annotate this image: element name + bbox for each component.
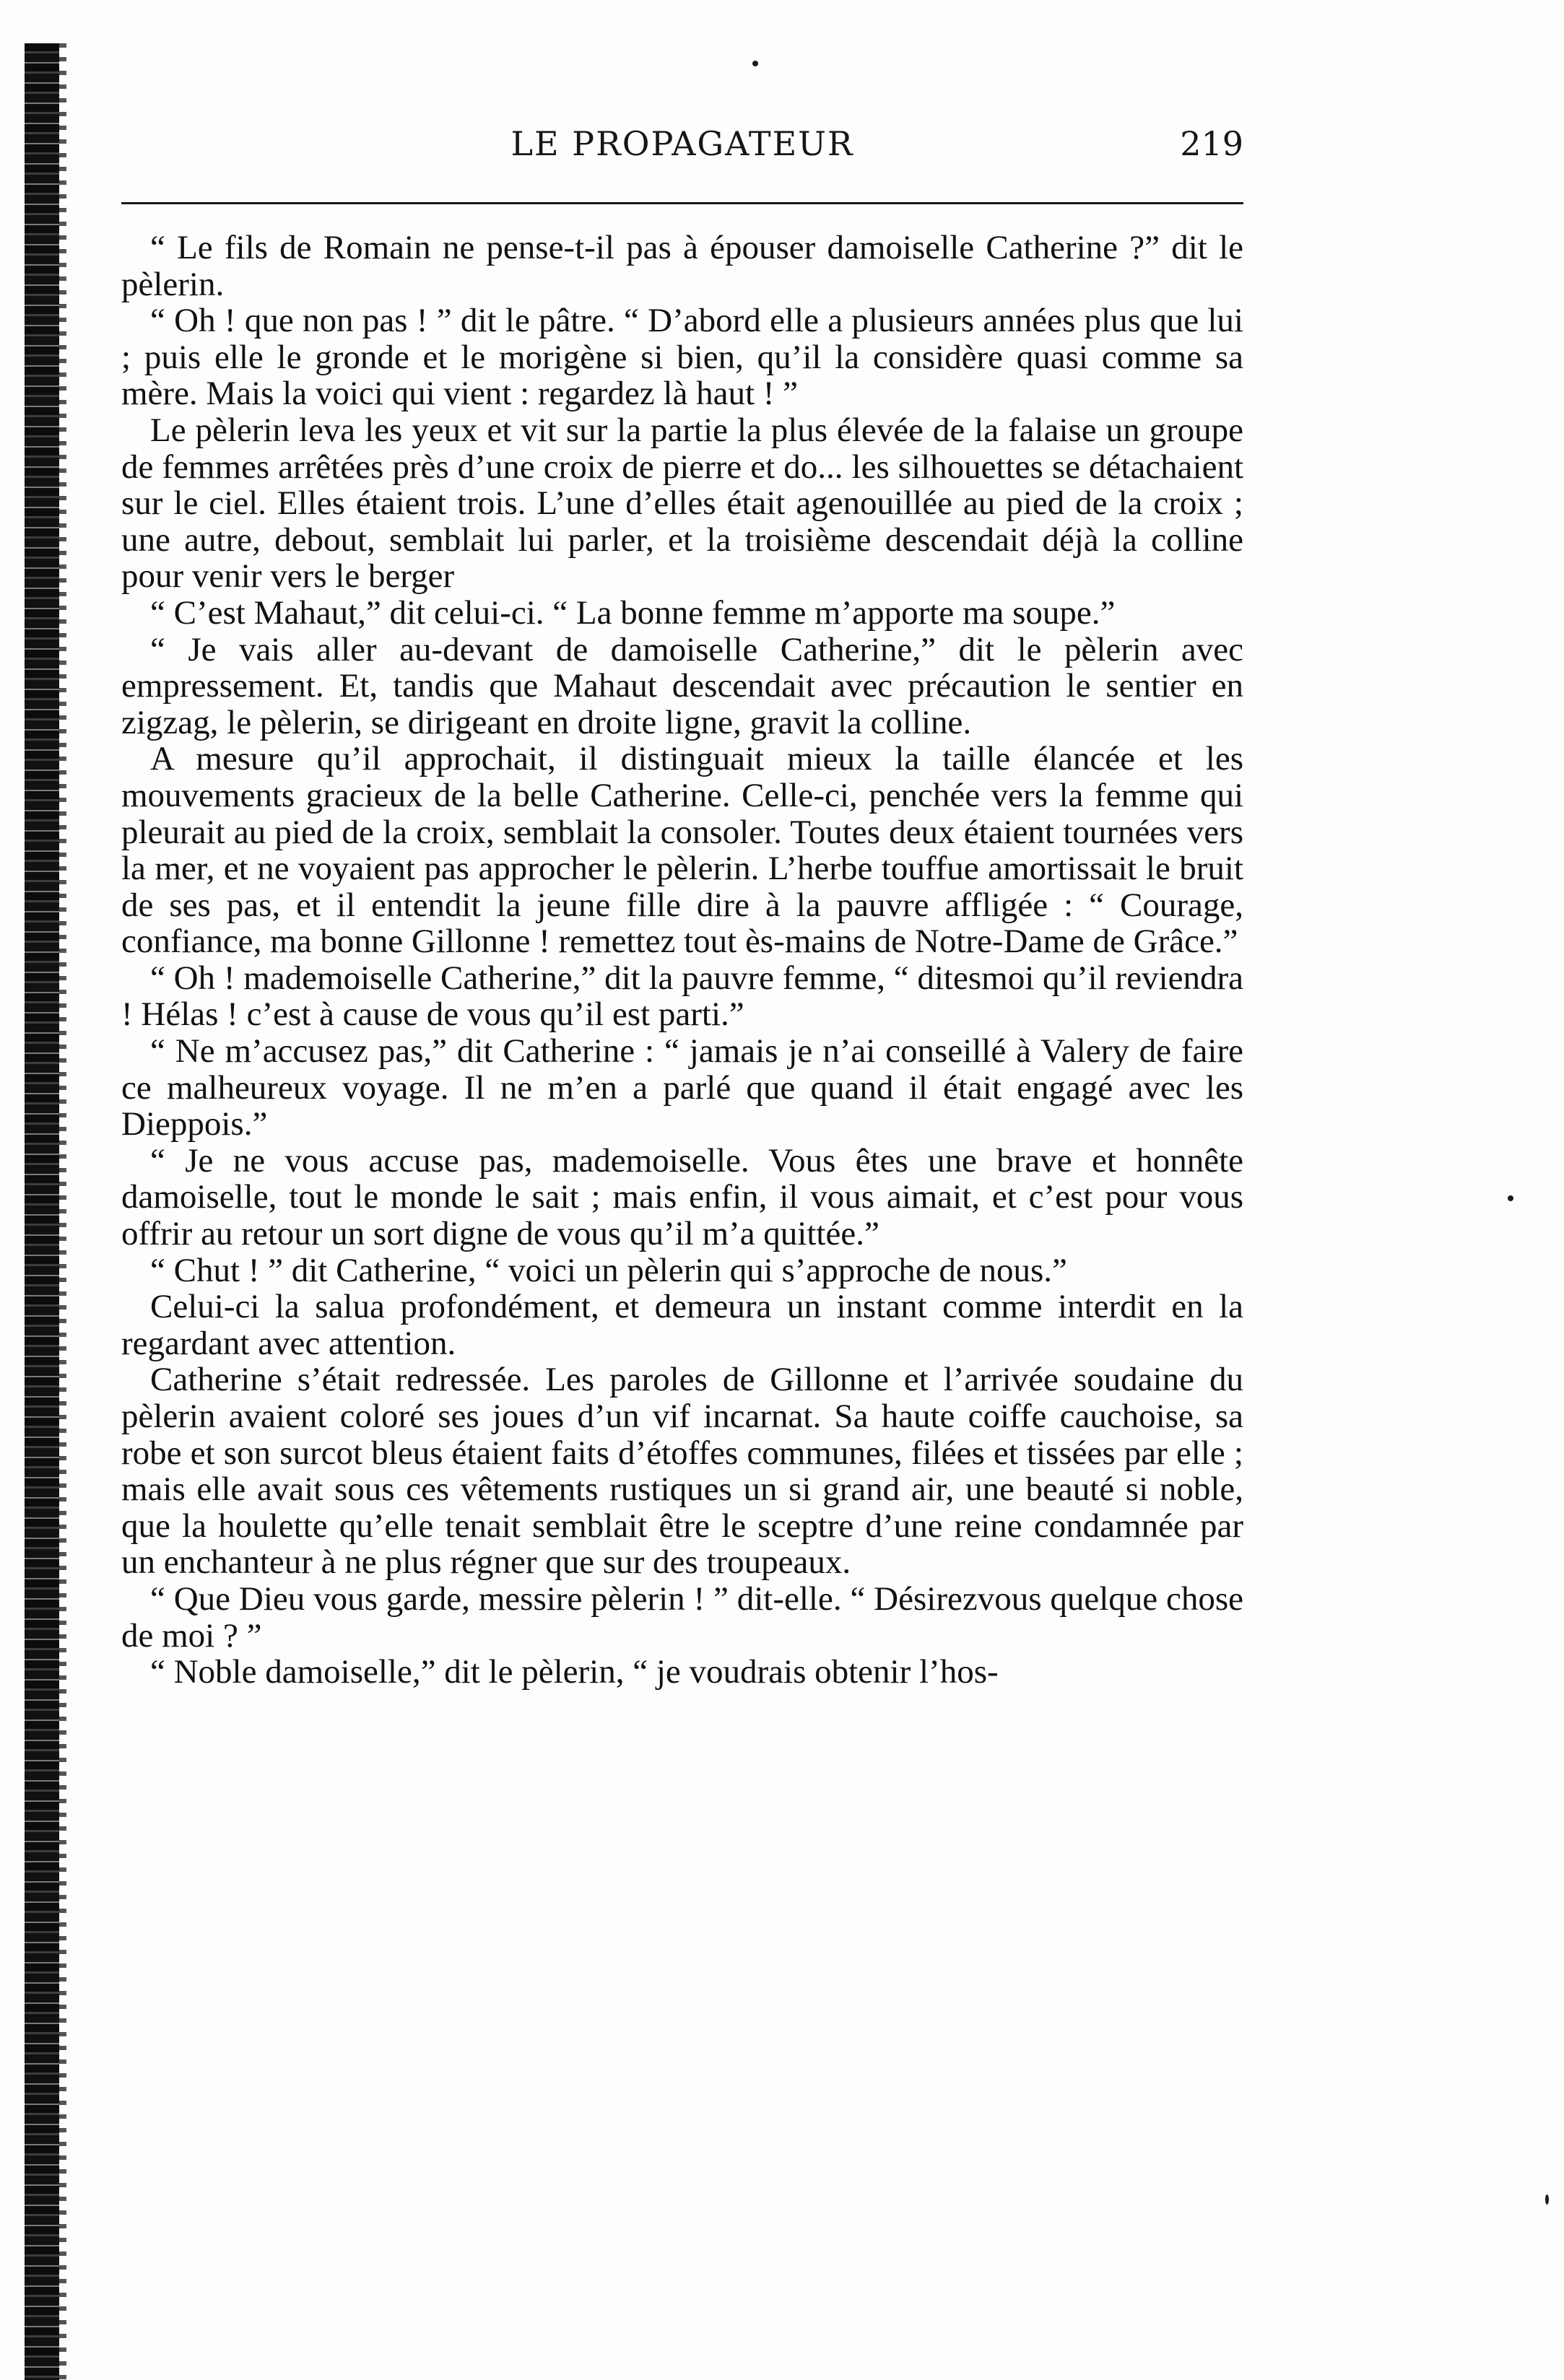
paragraph: “ Noble damoiselle,” dit le pèlerin, “ je voudrais obtenir l’hos- [150,1653,999,1691]
paragraph: “ Chut ! ” dit Catherine, “ voici un pèlerin qui s’approche de nous.” [150,1251,1067,1289]
paragraph: “ C’est Mahaut,” dit celui-ci. “ La bonne femme m’apporte ma soupe.” [150,593,1116,632]
scan-speck [1545,2194,1549,2205]
paragraph: “ Je vais aller au-devant de damoiselle Catherine,” dit le pèlerin avec empressement. Et, tandis que Mahaut descendait avec précaution le sentier en zigzag, le pèlerin, se dirigeant en droite ligne, gravit la colline. [121,630,1243,741]
scan-speck [752,61,758,66]
paragraph: “ Oh ! que non pas ! ” dit le pâtre. “ D’abord elle a plusieurs années plus que lui ; puis elle le gronde et le morigène si bien, qu’il la considère quasi comme sa mère. Mais la voici qui vient : regardez là haut ! ” [121,302,1243,413]
paragraph: “ Ne m’accusez pas,” dit Catherine : “ jamais je n’ai conseillé à Valery de faire ce malheureux voyage. Il ne m’en a parlé que quand il était engagé avec les Dieppois.” [121,1032,1243,1143]
paragraph: A mesure qu’il approchait, il distinguait mieux la taille élancée et les mouvements gracieux de la belle Catherine. Celle-ci, penchée vers la femme qui pleurait au pied de la croix, semblait la consoler. Toutes deux étaient tournées vers la mer, et ne voyaient pas approcher le pèlerin. L’herbe touffue amortissait le bruit de ses pas, et il entendit la jeune fille dire à la pauvre affligée : “ Courage, confiance, ma bonne Gillonne ! remettez tout ès-mains de Notre-Dame de Grâce.” [121,740,1243,961]
scan-speck [1508,1195,1513,1201]
paragraph: Catherine s’était redressée. Les paroles de Gillonne et l’arrivée soudaine du pèlerin avaient coloré ses joues d’un vif incarnat. Sa haute coiffe cauchoise, sa robe et son surcot bleus étaient faits d’étoffes communes, filées et tissées par elle ; mais elle avait sous ces vêtements rustiques un si grand air, une beauté si noble, que la houlette qu’elle tenait semblait être le sceptre d’une reine condamnée par un enchanteur à ne plus régner que sur des troupeaux. [121,1361,1243,1582]
running-title: LE PROPAGATEUR [511,124,854,163]
running-head [121,124,1243,175]
body-text [121,230,1243,1691]
paragraph: Celui-ci la salua profondément, et demeura un instant comme interdit en la regardant avec attention. [121,1288,1243,1362]
paragraph: “ Le fils de Romain ne pense-t-il pas à épouser damoiselle Catherine ?” dit le pèlerin. [121,229,1243,303]
paragraph: “ Je ne vous accuse pas, mademoiselle. Vous êtes une brave et honnête damoiselle, tout le monde le sait ; mais enfin, il vous aimait, et c’est pour vous offrir au retour un sort digne de vous qu’il m’a quittée.” [121,1141,1243,1253]
header-rule [121,202,1243,204]
paragraph: “ Que Dieu vous garde, messire pèlerin ! ” dit-elle. “ Désirezvous quelque chose de moi ? ” [121,1579,1243,1655]
paragraph: “ Oh ! mademoiselle Catherine,” dit la pauvre femme, “ ditesmoi qu’il reviendra ! Hélas ! c’est à cause de vous qu’il est parti.” [121,959,1243,1034]
scanned-binding-edge [25,43,59,2380]
paragraph: Le pèlerin leva les yeux et vit sur la partie la plus élevée de la falaise un groupe de femmes arrêtées près d’une croix de pierre et do... les silhouettes se détachaient sur le ciel. Elles étaient trois. L’une d’elles était agenouillée au pied de la croix ; une autre, debout, semblait lui parler, et la troisième descendait déjà la colline pour venir vers le berger [121,411,1243,596]
page-number: 219 [1180,124,1243,163]
